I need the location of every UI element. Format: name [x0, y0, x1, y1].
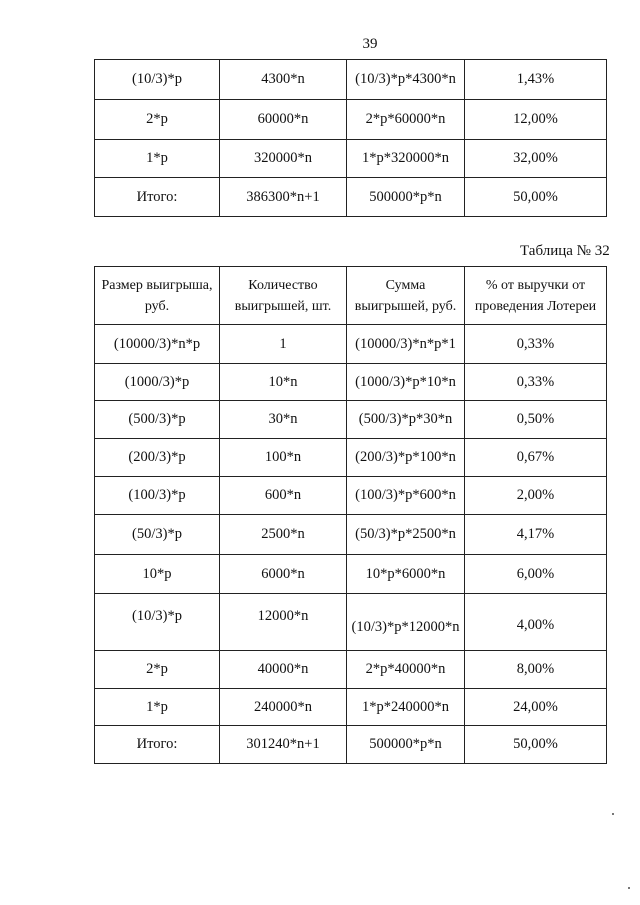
table-row: [95, 325, 607, 364]
table-row-total: [95, 726, 607, 764]
table-row: [95, 140, 607, 178]
sum-cell: (10000/3)*n*p*1: [347, 325, 465, 364]
count-cell: 320000*n: [220, 140, 347, 178]
percent-cell: 12,00%: [465, 100, 607, 140]
scan-speck: [628, 887, 630, 889]
table-row: [95, 477, 607, 515]
scan-speck: [612, 813, 614, 815]
table-row: [95, 401, 607, 439]
count-cell: 386300*n+1: [220, 178, 347, 217]
prize-table-continued: [94, 59, 607, 217]
count-cell: 60000*n: [220, 100, 347, 140]
sum-cell: (50/3)*p*2500*n: [347, 515, 465, 555]
sum-cell: 500000*p*n: [347, 178, 465, 217]
percent-cell: 50,00%: [465, 178, 607, 217]
sum-cell: 2*p*60000*n: [347, 100, 465, 140]
count-cell: 10*n: [220, 364, 347, 401]
percent-cell: 24,00%: [465, 689, 607, 726]
header-percent: % от выручки от проведения Лотереи: [465, 267, 607, 325]
percent-cell: 50,00%: [465, 726, 607, 764]
prize-cell: 2*p: [95, 100, 220, 140]
sum-cell: 1*p*320000*n: [347, 140, 465, 178]
prize-cell: Итого:: [95, 178, 220, 217]
table-caption: Таблица № 32: [520, 243, 610, 259]
count-cell: 600*n: [220, 477, 347, 515]
header-sum: Сумма выигрышей, руб.: [347, 267, 465, 325]
percent-cell: 6,00%: [465, 555, 607, 594]
count-cell: 4300*n: [220, 60, 347, 100]
sum-cell: (100/3)*p*600*n: [347, 477, 465, 515]
sum-cell: 10*p*6000*n: [347, 555, 465, 594]
table-header-row: [95, 267, 607, 325]
count-cell: 100*n: [220, 439, 347, 477]
prize-cell: (100/3)*p: [95, 477, 220, 515]
sum-cell: (1000/3)*p*10*n: [347, 364, 465, 401]
sum-cell: (10/3)*p*12000*n: [347, 594, 465, 651]
percent-cell: 0,33%: [465, 364, 607, 401]
prize-cell: 1*p: [95, 689, 220, 726]
percent-cell: 0,50%: [465, 401, 607, 439]
prize-cell: Итого:: [95, 726, 220, 764]
percent-cell: 0,33%: [465, 325, 607, 364]
sum-cell: (200/3)*p*100*n: [347, 439, 465, 477]
table-row: [95, 439, 607, 477]
table-row: [95, 60, 607, 100]
count-cell: 12000*n: [220, 594, 347, 651]
prize-table: [94, 266, 607, 764]
count-cell: 30*n: [220, 401, 347, 439]
table-row: [95, 364, 607, 401]
percent-cell: 0,67%: [465, 439, 607, 477]
prize-cell: (50/3)*p: [95, 515, 220, 555]
sum-cell: 2*p*40000*n: [347, 651, 465, 689]
count-cell: 2500*n: [220, 515, 347, 555]
table-row: [95, 651, 607, 689]
sum-cell: 500000*p*n: [347, 726, 465, 764]
table-row-total: [95, 178, 607, 217]
prize-cell: (10000/3)*n*p: [95, 325, 220, 364]
prize-cell: 2*p: [95, 651, 220, 689]
prize-cell: (500/3)*p: [95, 401, 220, 439]
prize-cell: (10/3)*p: [95, 594, 220, 651]
count-cell: 40000*n: [220, 651, 347, 689]
percent-cell: 1,43%: [465, 60, 607, 100]
header-prize: Размер выигрыша, руб.: [95, 267, 220, 325]
page-number: 39: [362, 36, 378, 52]
prize-cell: 1*p: [95, 140, 220, 178]
table-row: [95, 100, 607, 140]
count-cell: 301240*n+1: [220, 726, 347, 764]
percent-cell: 4,17%: [465, 515, 607, 555]
percent-cell: 4,00%: [465, 594, 607, 651]
percent-cell: 8,00%: [465, 651, 607, 689]
sum-cell: (500/3)*p*30*n: [347, 401, 465, 439]
count-cell: 1: [220, 325, 347, 364]
table-row: [95, 515, 607, 555]
percent-cell: 32,00%: [465, 140, 607, 178]
count-cell: 6000*n: [220, 555, 347, 594]
percent-cell: 2,00%: [465, 477, 607, 515]
table-row: [95, 555, 607, 594]
header-count: Количество выигрышей, шт.: [220, 267, 347, 325]
table-row: [95, 594, 607, 651]
sum-cell: (10/3)*p*4300*n: [347, 60, 465, 100]
prize-cell: (1000/3)*p: [95, 364, 220, 401]
prize-cell: 10*p: [95, 555, 220, 594]
sum-cell: 1*p*240000*n: [347, 689, 465, 726]
count-cell: 240000*n: [220, 689, 347, 726]
prize-cell: (10/3)*p: [95, 60, 220, 100]
prize-cell: (200/3)*p: [95, 439, 220, 477]
table-row: [95, 689, 607, 726]
